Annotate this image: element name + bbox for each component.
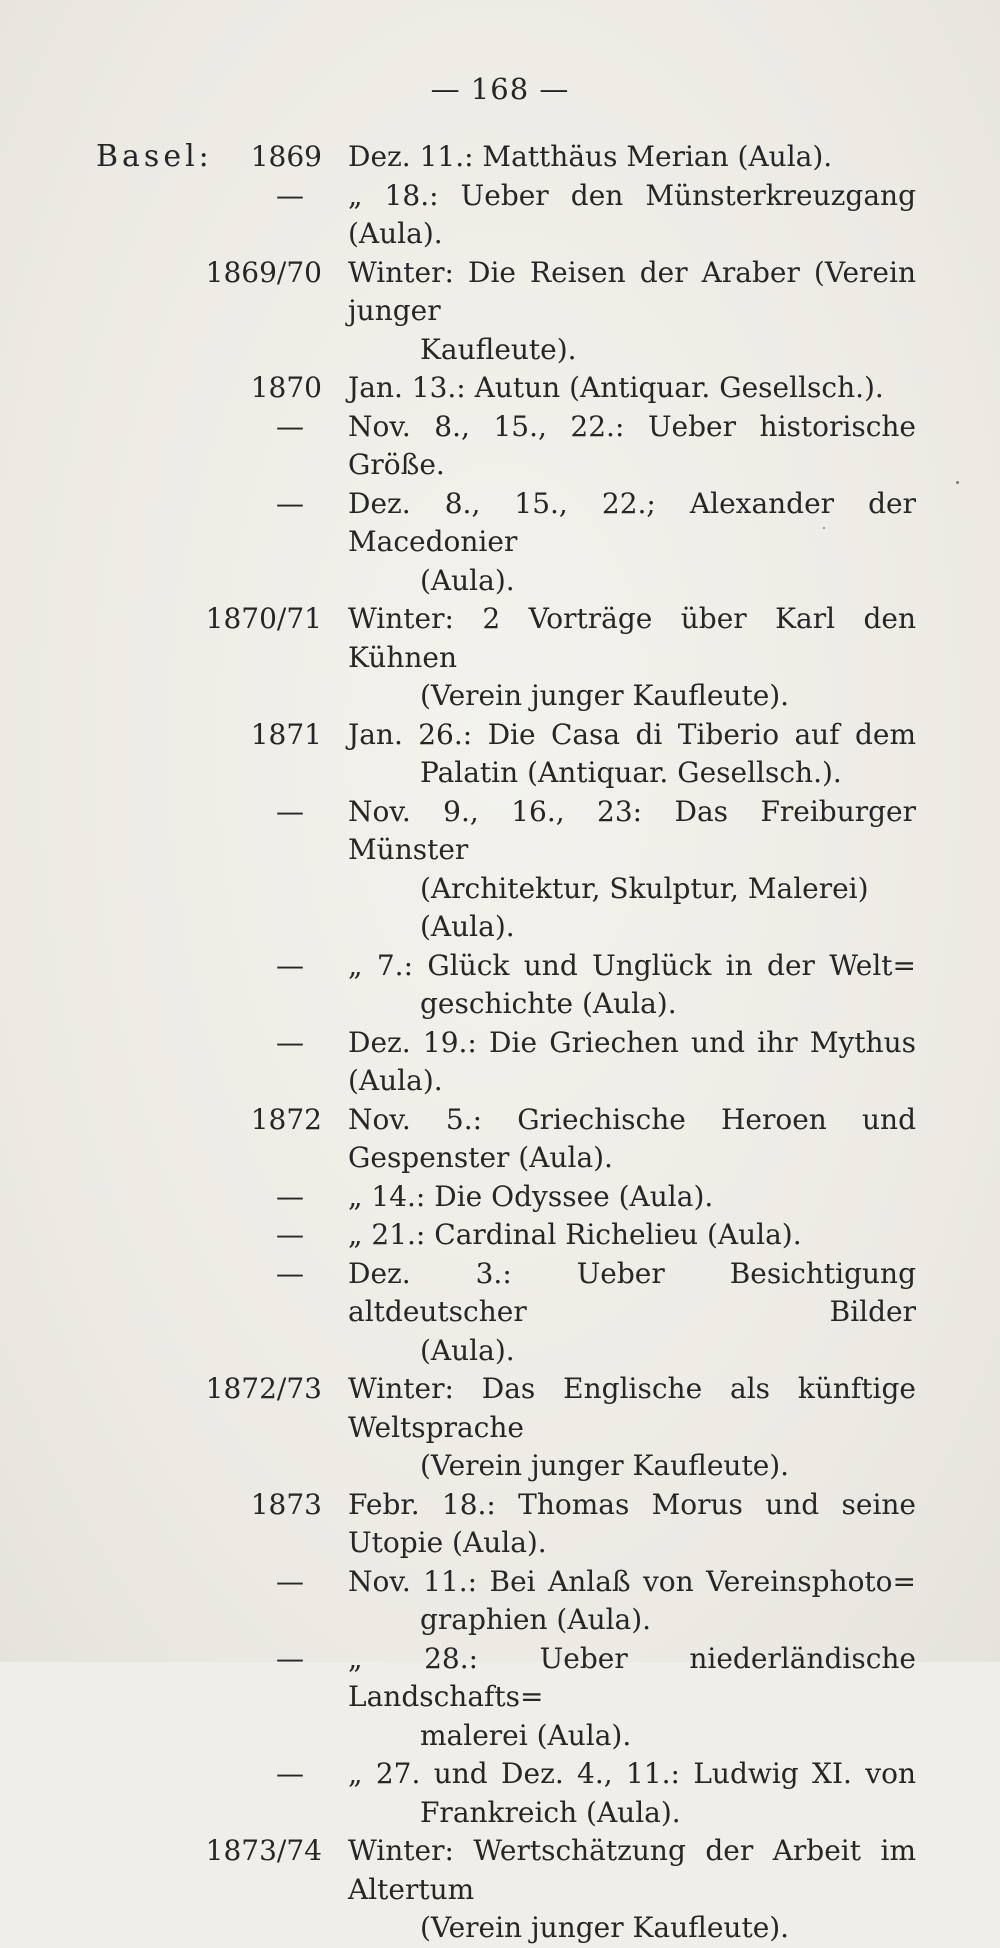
lecture-entry <box>0 1370 1000 1486</box>
entry-first-line: Winter: Wertschätzung der Arbeit im Altertum <box>348 1834 916 1906</box>
entry-text <box>348 1216 916 1255</box>
ditto-dash: — <box>276 486 304 520</box>
ditto-dash: — <box>276 409 304 443</box>
entry-first-line: „ 21.: Cardinal Richelieu (Aula). <box>348 1218 802 1251</box>
lecture-entry <box>0 1486 1000 1563</box>
entry-text <box>348 1640 916 1756</box>
entry-text <box>348 1486 916 1563</box>
entry-continuation: Kaufleute). <box>420 332 577 366</box>
entry-continuation: Palatin (Antiquar. Gesellsch.). <box>420 756 842 789</box>
entry-year: 1872 <box>250 1102 322 1136</box>
entry-text <box>348 947 916 1024</box>
entry-first-line: „ 7.: Glück und Unglück in der Welt= <box>348 948 916 982</box>
lecture-list <box>0 138 1000 1948</box>
lecture-entry <box>0 485 1000 601</box>
lecture-entry <box>0 1640 1000 1756</box>
entry-text <box>348 1255 916 1371</box>
entry-year: 1869/70 <box>205 255 322 289</box>
lecture-entry <box>0 1563 1000 1640</box>
ditto-dash: — <box>276 1218 304 1251</box>
lecture-entry <box>0 369 1000 408</box>
entry-text <box>348 600 916 716</box>
print-speck <box>956 481 959 484</box>
lecture-entry <box>0 716 1000 793</box>
entry-first-line: Dez. 8., 15., 22.; Alexander der Macedonier <box>348 486 916 558</box>
print-speck <box>823 527 825 529</box>
entry-text <box>348 793 916 947</box>
entry-first-line: „ 28.: Ueber niederländische Landschafts= <box>348 1641 916 1713</box>
page-number: — 168 — <box>430 72 570 106</box>
entry-text <box>348 1178 916 1217</box>
entry-year: 1871 <box>250 717 322 751</box>
entry-continuation: (Architektur, Skulptur, Malerei) (Aula). <box>420 871 869 943</box>
entry-text <box>348 177 916 254</box>
lecture-entry <box>0 1101 1000 1178</box>
entry-year: 1870 <box>250 371 322 404</box>
lecture-entry <box>0 177 1000 254</box>
entry-first-line: Jan. 13.: Autun (Antiquar. Gesellsch.). <box>348 371 884 404</box>
lecture-entry <box>0 254 1000 370</box>
ditto-dash: — <box>276 1179 304 1213</box>
entry-text <box>348 408 916 485</box>
entry-continuation: graphien (Aula). <box>420 1603 652 1636</box>
entry-continuation: (Verein junger Kaufleute). <box>420 1449 790 1482</box>
entry-text <box>348 485 916 601</box>
entry-first-line: Nov. 5.: Griechische Heroen und Gespenster (Aula). <box>348 1102 916 1174</box>
lecture-entry <box>0 793 1000 947</box>
ditto-dash: — <box>276 948 304 982</box>
entry-continuation: (Aula). <box>420 1333 515 1367</box>
entry-year: 1873 <box>250 1487 322 1521</box>
entry-year: 1872/73 <box>205 1372 322 1405</box>
entry-year: 1873/74 <box>205 1834 322 1867</box>
entry-continuation: Frankreich (Aula). <box>420 1795 681 1829</box>
entry-first-line: Winter: Das Englische als künftige Weltsprache <box>348 1372 916 1444</box>
entry-text <box>348 369 916 408</box>
ditto-dash: — <box>276 1757 304 1790</box>
entry-first-line: Dez. 11.: Matthäus Merian (Aula). <box>348 140 833 173</box>
entry-first-line: Dez. 3.: Ueber Besichtigung altdeutscher Bilder <box>348 1256 916 1328</box>
ditto-dash: — <box>276 1025 304 1059</box>
entry-first-line: Nov. 9., 16., 23: Das Freiburger Münster <box>348 794 916 866</box>
entry-continuation: geschichte (Aula). <box>420 987 677 1020</box>
lecture-entry <box>0 1178 1000 1217</box>
entry-text <box>348 716 916 793</box>
lecture-entry <box>0 600 1000 716</box>
entry-year: 1869 <box>250 140 322 173</box>
entry-text <box>348 1832 916 1948</box>
entry-first-line: Winter: 2 Vorträge über Karl den Kühnen <box>348 602 916 674</box>
entry-first-line: Nov. 8., 15., 22.: Ueber historische Größe. <box>348 409 916 481</box>
lecture-entry <box>0 1832 1000 1948</box>
entry-text <box>348 138 916 177</box>
entry-first-line: Febr. 18.: Thomas Morus und seine Utopie (Aula). <box>348 1487 916 1559</box>
entry-year: 1870/71 <box>205 602 322 635</box>
city-heading: Basel: <box>96 139 213 174</box>
entry-text <box>348 1563 916 1640</box>
entry-text <box>348 1024 916 1101</box>
entry-continuation: (Verein junger Kaufleute). <box>420 679 790 712</box>
entry-first-line: „ 27. und Dez. 4., 11.: Ludwig XI. von <box>348 1757 916 1790</box>
ditto-dash: — <box>276 178 304 212</box>
lecture-entry <box>0 1024 1000 1101</box>
lecture-entry <box>0 408 1000 485</box>
lecture-entry <box>0 1755 1000 1832</box>
entry-continuation: (Verein junger Kaufleute). <box>420 1911 790 1944</box>
entry-continuation: malerei (Aula). <box>420 1718 632 1752</box>
ditto-dash: — <box>276 1564 304 1598</box>
lecture-entry <box>0 1216 1000 1255</box>
entry-first-line: Winter: Die Reisen der Araber (Verein junger <box>348 255 916 327</box>
entry-text <box>348 1370 916 1486</box>
entry-first-line: Nov. 11.: Bei Anlaß von Vereinsphoto= <box>348 1564 916 1598</box>
entry-text <box>348 1755 916 1832</box>
entry-text <box>348 1101 916 1178</box>
ditto-dash: — <box>276 1256 304 1290</box>
entry-first-line: „ 18.: Ueber den Münsterkreuzgang (Aula). <box>348 178 916 250</box>
ditto-dash: — <box>276 794 304 828</box>
entry-first-line: Dez. 19.: Die Griechen und ihr Mythus (Aula). <box>348 1025 916 1097</box>
entry-continuation: (Aula). <box>420 563 515 597</box>
lecture-entry <box>0 138 1000 177</box>
entry-first-line: „ 14.: Die Odyssee (Aula). <box>348 1179 714 1213</box>
ditto-dash: — <box>276 1641 304 1675</box>
entry-first-line: Jan. 26.: Die Casa di Tiberio auf dem <box>348 717 916 751</box>
lecture-entry <box>0 1255 1000 1371</box>
lecture-entry <box>0 947 1000 1024</box>
entry-text <box>348 254 916 370</box>
